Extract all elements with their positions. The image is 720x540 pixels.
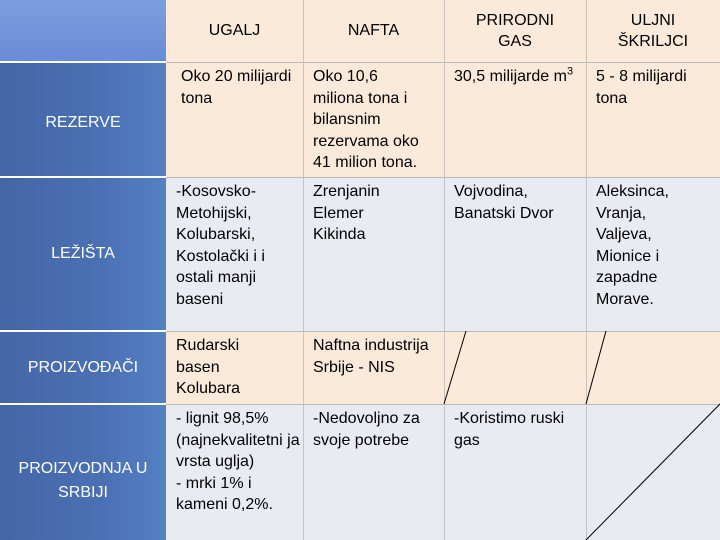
cell-rezerve-nafta-text: Oko 10,6 miliona tona i bilansnim rezervama oko 41 milion tona.	[313, 68, 419, 171]
label-separator	[0, 176, 166, 178]
header-prirodni-gas	[444, 0, 586, 62]
row-label-lezista-text: LEŽIŠTA	[51, 245, 115, 263]
grid-line-horizontal	[166, 331, 720, 332]
cell-proizvodnja-ugalj-text: - lignit 98,5% (najnekvalitetni ja vrsta uglja) - mrki 1% i kameni 0,2%.	[176, 410, 300, 513]
label-separator	[0, 403, 166, 405]
cell-lezista-ugalj	[166, 177, 303, 331]
cell-rezerve-gas-sup: 3	[566, 65, 574, 78]
grid-line-horizontal	[166, 62, 720, 63]
row-label-proizvodnja	[0, 404, 166, 540]
cell-lezista-skriljci-text: Aleksinca, Vranja, Valjeva, Mionice i zapadne Morave.	[596, 183, 669, 308]
cell-proizvodnja-skriljci	[586, 404, 720, 540]
label-separator	[0, 330, 166, 332]
cell-proizvodjaci-ugalj-text: Rudarski basen Kolubara	[176, 337, 241, 397]
grid-line-vertical	[586, 0, 587, 540]
cell-proizvodnja-ugalj	[166, 404, 303, 540]
cell-rezerve-ugalj-text: Oko 20 milijardi tona	[181, 68, 292, 107]
cell-lezista-gas-text: Vojvodina, Banatski Dvor	[454, 183, 554, 222]
header-prirodni-gas-text: PRIRODNI GAS	[475, 11, 555, 50]
cell-rezerve-nafta	[303, 62, 444, 177]
cell-proizvodjaci-nafta	[303, 331, 444, 404]
grid-line-horizontal	[166, 177, 720, 178]
header-nafta-text: NAFTA	[347, 22, 400, 40]
cell-proizvodnja-nafta-text: -Nedovoljno za svoje potrebe	[313, 410, 420, 449]
cell-lezista-skriljci	[586, 177, 720, 331]
header-nafta	[303, 0, 444, 62]
cell-proizvodnja-gas	[444, 404, 586, 540]
cell-lezista-ugalj-text: -Kosovsko-Metohijski, Kolubarski, Kostolački i i ostali manji baseni	[176, 183, 265, 308]
row-label-proizvodjaci-text: PROIZVOĐAČI	[27, 358, 139, 376]
cell-rezerve-gas-text: 30,5 milijarde m	[454, 68, 567, 85]
cell-rezerve-skriljci-text: 5 - 8 milijardi tona	[596, 68, 687, 107]
header-ugalj-text: UGALJ	[208, 22, 261, 40]
cell-proizvodnja-nafta	[303, 404, 444, 540]
cell-proizvodnja-gas-text: -Koristimo ruski gas	[454, 410, 565, 449]
grid-line-horizontal	[166, 404, 720, 405]
cell-rezerve-skriljci	[586, 62, 720, 177]
header-uljni-skriljci-text: ULJNI ŠKRILJCI	[617, 11, 689, 50]
header-ugalj	[166, 0, 303, 62]
row-label-rezerve	[0, 62, 166, 177]
cell-proizvodjaci-skriljci	[586, 331, 720, 404]
row-label-proizvodnja-text: PROIZVODNJA U SRBIJI	[18, 460, 148, 501]
cell-proizvodjaci-nafta-text: Naftna industrija Srbije - NIS	[313, 337, 429, 376]
row-label-proizvodjaci	[0, 331, 166, 404]
cell-lezista-nafta	[303, 177, 444, 331]
cell-proizvodjaci-gas	[444, 331, 586, 404]
row-label-rezerve-text: REZERVE	[45, 113, 121, 131]
cell-proizvodjaci-ugalj	[166, 331, 303, 404]
cell-rezerve-gas	[444, 62, 586, 177]
cell-lezista-gas	[444, 177, 586, 331]
row-label-lezista	[0, 177, 166, 331]
grid-line-vertical	[444, 0, 445, 540]
grid-line-vertical	[303, 0, 304, 540]
cell-rezerve-ugalj	[166, 62, 303, 177]
header-corner-cell	[0, 0, 166, 62]
label-separator	[0, 61, 166, 63]
header-uljni-skriljci	[586, 0, 720, 62]
cell-lezista-nafta-text: Zrenjanin Elemer Kikinda	[313, 183, 380, 243]
